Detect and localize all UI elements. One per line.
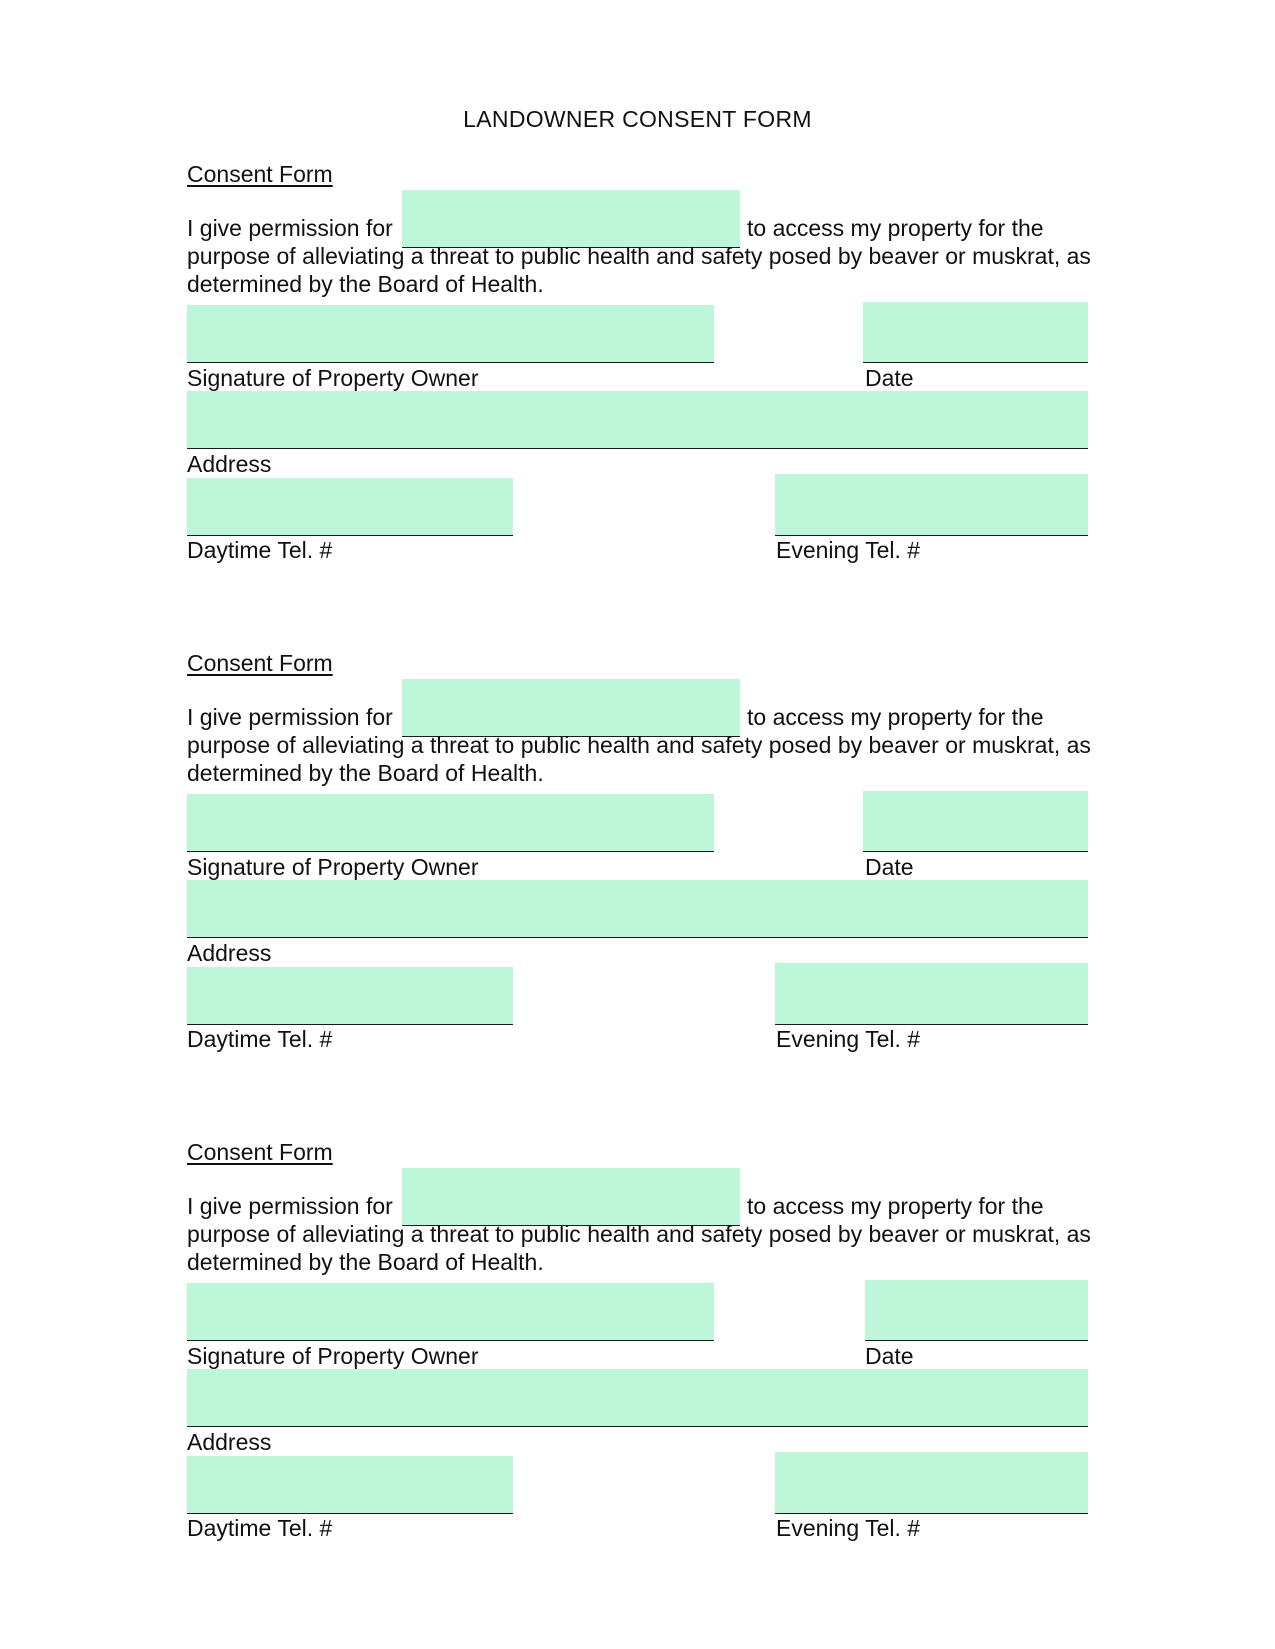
signature-field[interactable]: [187, 794, 714, 852]
evening-tel-label: Evening Tel. #: [776, 1515, 921, 1541]
determined-line: determined by the Board of Health.: [187, 760, 544, 786]
consent-form-3: [0, 978, 1275, 1541]
determined-line: determined by the Board of Health.: [187, 271, 544, 297]
address-field[interactable]: [187, 391, 1088, 449]
daytime-tel-field[interactable]: [187, 1456, 513, 1514]
permission-prefix: I give permission for: [187, 215, 393, 241]
date-field[interactable]: [865, 1280, 1088, 1341]
permission-suffix: to access my property for the: [747, 1193, 1044, 1219]
signature-label: Signature of Property Owner: [187, 365, 479, 391]
permitted-party-field[interactable]: [402, 679, 740, 737]
form-heading: Consent Form: [187, 650, 333, 676]
daytime-tel-label: Daytime Tel. #: [187, 1026, 333, 1052]
permission-suffix: to access my property for the: [747, 704, 1044, 730]
signature-label: Signature of Property Owner: [187, 854, 479, 880]
daytime-tel-label: Daytime Tel. #: [187, 1515, 333, 1541]
date-label: Date: [865, 854, 914, 880]
consent-form-1: [0, 0, 1275, 563]
evening-tel-label: Evening Tel. #: [776, 537, 921, 563]
determined-line: determined by the Board of Health.: [187, 1249, 544, 1275]
address-label: Address: [187, 451, 272, 477]
permission-prefix: I give permission for: [187, 704, 393, 730]
form-heading: Consent Form: [187, 161, 333, 187]
date-field[interactable]: [863, 302, 1088, 363]
address-label: Address: [187, 940, 272, 966]
page-title: LANDOWNER CONSENT FORM: [463, 106, 812, 132]
purpose-line: purpose of alleviating a threat to public health and safety posed by beaver or muskrat, as: [187, 1221, 1091, 1247]
date-label: Date: [865, 365, 914, 391]
daytime-tel-label: Daytime Tel. #: [187, 537, 333, 563]
signature-field[interactable]: [187, 1283, 714, 1341]
consent-form-2: [0, 489, 1275, 1052]
date-field[interactable]: [863, 791, 1088, 852]
signature-field[interactable]: [187, 305, 714, 363]
evening-tel-label: Evening Tel. #: [776, 1026, 921, 1052]
form-heading: Consent Form: [187, 1139, 333, 1165]
permission-suffix: to access my property for the: [747, 215, 1044, 241]
purpose-line: purpose of alleviating a threat to public health and safety posed by beaver or muskrat, as: [187, 732, 1091, 758]
date-label: Date: [865, 1343, 914, 1369]
permitted-party-field[interactable]: [402, 190, 740, 248]
address-field[interactable]: [187, 880, 1088, 938]
permitted-party-field[interactable]: [402, 1168, 740, 1226]
address-label: Address: [187, 1429, 272, 1455]
address-field[interactable]: [187, 1369, 1088, 1427]
signature-label: Signature of Property Owner: [187, 1343, 479, 1369]
purpose-line: purpose of alleviating a threat to public health and safety posed by beaver or muskrat, as: [187, 243, 1091, 269]
evening-tel-field[interactable]: [775, 1452, 1088, 1514]
permission-prefix: I give permission for: [187, 1193, 393, 1219]
